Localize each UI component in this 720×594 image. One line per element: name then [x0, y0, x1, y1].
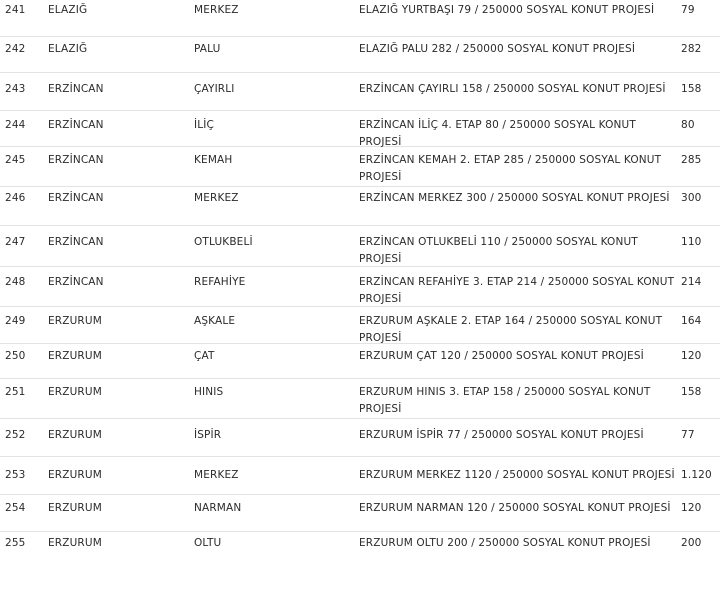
- unit-count-cell: 300: [681, 192, 702, 204]
- unit-count-cell: 214: [681, 276, 702, 288]
- province-cell: ERZURUM: [48, 315, 102, 327]
- project-name-cell: ERZİNCAN REFAHİYE 3. ETAP 214 / 250000 SOSYAL KONUT PROJESİ: [359, 276, 675, 305]
- unit-count-cell: 158: [681, 83, 702, 95]
- province-cell: ERZİNCAN: [48, 83, 104, 95]
- province-cell: ERZİNCAN: [48, 236, 104, 248]
- project-name-cell: ERZİNCAN MERKEZ 300 / 250000 SOSYAL KONUT PROJESİ: [359, 192, 670, 204]
- district-cell: HINIS: [194, 386, 224, 398]
- row-number: 247: [5, 236, 26, 248]
- province-cell: ERZİNCAN: [48, 154, 104, 166]
- province-cell: ELAZIĞ: [48, 4, 88, 16]
- table-row: [0, 37, 720, 73]
- province-cell: ERZURUM: [48, 469, 102, 481]
- row-number: 255: [5, 537, 26, 549]
- table-row: [0, 111, 720, 147]
- row-number: 251: [5, 386, 26, 398]
- unit-count-cell: 1.120: [681, 469, 712, 481]
- unit-count-cell: 282: [681, 43, 702, 55]
- district-cell: İSPİR: [194, 429, 222, 441]
- district-cell: ÇAYIRLI: [194, 83, 235, 95]
- project-name-cell: ERZURUM AŞKALE 2. ETAP 164 / 250000 SOSYAL KONUT PROJESİ: [359, 315, 663, 344]
- district-cell: MERKEZ: [194, 192, 239, 204]
- unit-count-cell: 158: [681, 386, 702, 398]
- row-number: 253: [5, 469, 26, 481]
- district-cell: REFAHİYE: [194, 276, 246, 288]
- table-row: [0, 344, 720, 379]
- row-number: 250: [5, 350, 26, 362]
- row-number: 249: [5, 315, 26, 327]
- row-number: 242: [5, 43, 26, 55]
- district-cell: ÇAT: [194, 350, 215, 362]
- project-name-cell: ERZURUM İSPİR 77 / 250000 SOSYAL KONUT PROJESİ: [359, 429, 644, 441]
- district-cell: OTLUKBELİ: [194, 236, 253, 248]
- project-name-cell: ELAZIĞ YURTBAŞI 79 / 250000 SOSYAL KONUT PROJESİ: [359, 4, 655, 16]
- row-number: 248: [5, 276, 26, 288]
- project-name-cell: ERZURUM HINIS 3. ETAP 158 / 250000 SOSYAL KONUT PROJESİ: [359, 386, 651, 415]
- province-cell: ERZİNCAN: [48, 192, 104, 204]
- project-name-cell: ERZİNCAN İLİÇ 4. ETAP 80 / 250000 SOSYAL KONUT PROJESİ: [359, 119, 636, 148]
- unit-count-cell: 120: [681, 502, 702, 514]
- table-row: [0, 457, 720, 495]
- unit-count-cell: 77: [681, 429, 695, 441]
- project-name-cell: ERZİNCAN OTLUKBELİ 110 / 250000 SOSYAL KONUT PROJESİ: [359, 236, 638, 265]
- table-row: [0, 495, 720, 532]
- province-cell: ERZURUM: [48, 502, 102, 514]
- project-name-cell: ERZİNCAN KEMAH 2. ETAP 285 / 250000 SOSYAL KONUT PROJESİ: [359, 154, 662, 183]
- district-cell: İLİÇ: [194, 119, 214, 131]
- table-row: [0, 0, 720, 37]
- district-cell: OLTU: [194, 537, 222, 549]
- table-row: [0, 73, 720, 111]
- project-name-cell: ERZİNCAN ÇAYIRLI 158 / 250000 SOSYAL KONUT PROJESİ: [359, 83, 666, 95]
- unit-count-cell: 164: [681, 315, 702, 327]
- district-cell: MERKEZ: [194, 4, 239, 16]
- row-number: 243: [5, 83, 26, 95]
- project-name-cell: ERZURUM MERKEZ 1120 / 250000 SOSYAL KONUT PROJESİ: [359, 469, 675, 481]
- unit-count-cell: 79: [681, 4, 695, 16]
- district-cell: NARMAN: [194, 502, 242, 514]
- table-row: [0, 187, 720, 226]
- project-name-cell: ERZURUM ÇAT 120 / 250000 SOSYAL KONUT PROJESİ: [359, 350, 644, 362]
- unit-count-cell: 120: [681, 350, 702, 362]
- table-row: [0, 379, 720, 419]
- project-name-cell: ELAZIĞ PALU 282 / 250000 SOSYAL KONUT PROJESİ: [359, 43, 636, 55]
- row-number: 254: [5, 502, 26, 514]
- district-cell: PALU: [194, 43, 221, 55]
- table-row: [0, 147, 720, 187]
- unit-count-cell: 110: [681, 236, 702, 248]
- district-cell: KEMAH: [194, 154, 233, 166]
- province-cell: ERZURUM: [48, 429, 102, 441]
- row-number: 252: [5, 429, 26, 441]
- province-cell: ERZURUM: [48, 537, 102, 549]
- table-row: [0, 226, 720, 267]
- unit-count-cell: 80: [681, 119, 695, 131]
- project-name-cell: ERZURUM OLTU 200 / 250000 SOSYAL KONUT PROJESİ: [359, 537, 651, 549]
- table-row: [0, 267, 720, 307]
- province-cell: ERZİNCAN: [48, 276, 104, 288]
- row-number: 241: [5, 4, 26, 16]
- project-name-cell: ERZURUM NARMAN 120 / 250000 SOSYAL KONUT PROJESİ: [359, 502, 671, 514]
- province-cell: ERZİNCAN: [48, 119, 104, 131]
- row-number: 246: [5, 192, 26, 204]
- province-cell: ERZURUM: [48, 386, 102, 398]
- row-number: 245: [5, 154, 26, 166]
- row-number: 244: [5, 119, 26, 131]
- district-cell: MERKEZ: [194, 469, 239, 481]
- province-cell: ELAZIĞ: [48, 43, 88, 55]
- unit-count-cell: 200: [681, 537, 702, 549]
- table-row: [0, 307, 720, 344]
- unit-count-cell: 285: [681, 154, 702, 166]
- district-cell: AŞKALE: [194, 315, 236, 327]
- table-row: [0, 419, 720, 457]
- table-row: [0, 532, 720, 554]
- province-cell: ERZURUM: [48, 350, 102, 362]
